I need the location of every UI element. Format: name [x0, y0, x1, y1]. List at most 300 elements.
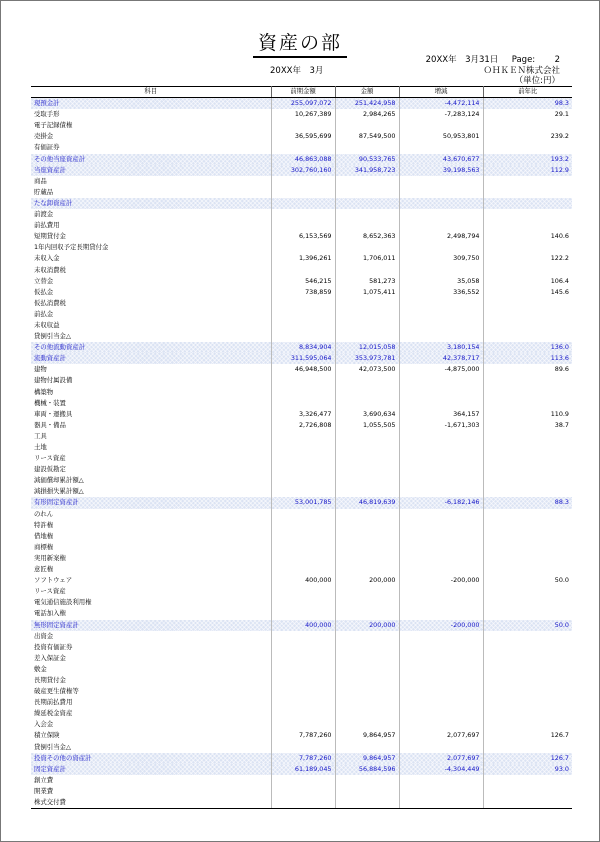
previous-amount-cell	[271, 309, 335, 320]
table-row	[31, 542, 572, 553]
previous-amount-cell	[271, 719, 335, 730]
amount-cell: 2,984,265	[335, 109, 399, 120]
previous-amount-cell	[271, 520, 335, 531]
ratio-cell: 98.3	[483, 98, 572, 110]
account-cell: 貯蔵品	[31, 187, 271, 198]
amount-cell	[335, 586, 399, 597]
ratio-cell	[483, 242, 572, 253]
amount-cell: 200,000	[335, 575, 399, 586]
change-cell: -7,283,124	[399, 109, 483, 120]
ratio-cell	[483, 220, 572, 231]
amount-cell: 87,549,500	[335, 131, 399, 142]
amount-cell	[335, 398, 399, 409]
table-row	[31, 431, 572, 442]
table-row	[31, 309, 572, 320]
account-cell: 電話加入権	[31, 608, 271, 619]
ratio-cell	[483, 697, 572, 708]
previous-amount-cell	[271, 475, 335, 486]
change-cell	[399, 686, 483, 697]
change-cell	[399, 786, 483, 797]
change-cell	[399, 653, 483, 664]
ratio-cell: 38.7	[554, 420, 569, 429]
previous-amount-cell	[271, 608, 335, 619]
ratio-cell: 29.1	[554, 110, 569, 119]
amount-cell	[335, 265, 399, 276]
previous-amount-cell	[271, 387, 335, 398]
report-title-text: 資産の部	[253, 28, 347, 58]
change-cell	[399, 475, 483, 486]
table-row	[31, 697, 572, 708]
previous-amount-cell: 311,595,064	[271, 353, 335, 364]
ratio-cell	[483, 176, 572, 187]
previous-amount-cell: 400,000	[271, 575, 335, 586]
amount-cell: 1,075,411	[335, 287, 399, 298]
change-cell	[399, 120, 483, 131]
table-row	[31, 509, 572, 520]
change-cell	[399, 375, 483, 386]
report-date: 20XX年 3月31日	[425, 55, 499, 65]
account-cell: 株式交付費	[31, 797, 271, 809]
account-cell: 出資金	[31, 631, 271, 642]
column-header-change: 増減	[399, 86, 483, 98]
account-cell: 機械・装置	[31, 398, 271, 409]
previous-amount-cell	[271, 697, 335, 708]
table-row	[31, 464, 572, 475]
page-number: 2	[554, 55, 560, 65]
table-row	[31, 364, 572, 375]
previous-amount-cell	[271, 198, 335, 209]
change-cell: 50,953,801	[399, 131, 483, 142]
table-row	[31, 631, 572, 642]
previous-amount-cell	[271, 375, 335, 386]
previous-amount-cell	[271, 209, 335, 220]
ratio-cell	[483, 464, 572, 475]
ratio-cell: 89.6	[554, 365, 569, 374]
account-cell: 現預金計	[31, 98, 271, 110]
amount-cell	[335, 697, 399, 708]
table-row	[31, 176, 572, 187]
account-cell: 建物	[31, 364, 271, 375]
table-row	[31, 675, 572, 686]
page-label: Page:	[511, 55, 536, 65]
change-cell	[399, 520, 483, 531]
previous-amount-cell: 7,787,260	[271, 753, 335, 764]
amount-cell	[335, 564, 399, 575]
ratio-cell: 50.0	[483, 620, 572, 631]
table-row	[31, 686, 572, 697]
change-cell: -200,000	[399, 620, 483, 631]
account-cell: 車両・運搬具	[31, 409, 271, 420]
previous-amount-cell: 546,215	[271, 276, 335, 287]
account-cell: その他流動資産計	[31, 342, 271, 353]
previous-amount-cell	[271, 431, 335, 442]
table-row	[31, 253, 572, 264]
ratio-cell	[483, 142, 572, 153]
table-row	[31, 320, 572, 331]
previous-amount-cell	[271, 664, 335, 675]
amount-cell	[335, 542, 399, 553]
amount-cell	[335, 309, 399, 320]
amount-cell	[335, 187, 399, 198]
amount-cell: 90,533,765	[335, 154, 399, 165]
amount-cell	[335, 708, 399, 719]
previous-amount-cell	[271, 509, 335, 520]
table-row	[31, 486, 572, 497]
change-cell	[399, 387, 483, 398]
account-cell: 土地	[31, 442, 271, 453]
previous-amount-cell: 46,863,088	[271, 154, 335, 165]
table-row	[31, 475, 572, 486]
previous-amount-cell	[271, 187, 335, 198]
change-cell	[399, 309, 483, 320]
account-cell: 無形固定資産計	[31, 620, 271, 631]
account-cell: 敷金	[31, 664, 271, 675]
account-cell: 貸倒引当金△	[31, 742, 271, 753]
subtotal-row	[31, 764, 572, 775]
table-row	[31, 231, 572, 242]
ratio-cell: 50.0	[554, 576, 569, 585]
column-header-amount: 金額	[335, 86, 399, 98]
previous-amount-cell	[271, 442, 335, 453]
amount-cell	[335, 209, 399, 220]
change-cell	[399, 597, 483, 608]
table-row	[31, 209, 572, 220]
amount-cell: 12,015,058	[335, 342, 399, 353]
amount-cell	[335, 198, 399, 209]
amount-cell	[335, 553, 399, 564]
ratio-cell	[483, 309, 572, 320]
account-cell: 1年内回収予定長期貸付金	[31, 242, 271, 253]
change-cell: 35,058	[399, 276, 483, 287]
ratio-cell	[483, 686, 572, 697]
table-row	[31, 575, 572, 586]
amount-cell	[335, 719, 399, 730]
account-cell: リース資産	[31, 453, 271, 464]
amount-cell: 341,958,723	[335, 165, 399, 176]
amount-cell	[335, 686, 399, 697]
table-row	[31, 331, 572, 342]
change-cell	[399, 398, 483, 409]
previous-amount-cell: 255,097,072	[271, 98, 335, 110]
amount-cell: 8,652,363	[335, 231, 399, 242]
amount-cell	[335, 375, 399, 386]
change-cell	[399, 265, 483, 276]
account-cell: 売掛金	[31, 131, 271, 142]
change-cell	[399, 209, 483, 220]
change-cell: -1,671,303	[399, 420, 483, 431]
table-row	[31, 242, 572, 253]
table-row	[31, 797, 572, 809]
amount-cell	[335, 387, 399, 398]
change-cell	[399, 486, 483, 497]
change-cell	[399, 564, 483, 575]
change-cell	[399, 331, 483, 342]
account-cell: 長期貸付金	[31, 675, 271, 686]
amount-cell	[335, 486, 399, 497]
amount-cell	[335, 608, 399, 619]
ratio-cell	[483, 742, 572, 753]
account-cell: 受取手形	[31, 109, 271, 120]
previous-amount-cell	[271, 586, 335, 597]
previous-amount-cell: 6,153,569	[271, 231, 335, 242]
change-cell: 3,180,154	[399, 342, 483, 353]
ratio-cell: 193.2	[483, 154, 572, 165]
ratio-cell	[483, 387, 572, 398]
amount-cell: 46,819,639	[335, 497, 399, 508]
change-cell	[399, 187, 483, 198]
previous-amount-cell	[271, 486, 335, 497]
account-cell: 入会金	[31, 719, 271, 730]
table-row	[31, 664, 572, 675]
account-cell: 立替金	[31, 276, 271, 287]
account-cell: 貸倒引当金△	[31, 331, 271, 342]
change-cell	[399, 431, 483, 442]
account-cell: 商品	[31, 176, 271, 187]
table-row	[31, 708, 572, 719]
change-cell: -6,182,146	[399, 497, 483, 508]
ratio-cell	[483, 597, 572, 608]
change-cell	[399, 631, 483, 642]
balance-sheet-table	[31, 86, 572, 809]
table-row	[31, 775, 572, 786]
amount-cell	[335, 142, 399, 153]
amount-cell	[335, 176, 399, 187]
ratio-cell	[483, 375, 572, 386]
change-cell	[399, 442, 483, 453]
change-cell: 43,670,677	[399, 154, 483, 165]
previous-amount-cell: 61,189,045	[271, 764, 335, 775]
change-cell	[399, 719, 483, 730]
previous-amount-cell: 8,834,904	[271, 342, 335, 353]
ratio-cell: 88.3	[483, 497, 572, 508]
account-cell: 商標権	[31, 542, 271, 553]
account-cell: 特許権	[31, 520, 271, 531]
subtotal-row	[31, 98, 572, 110]
previous-amount-cell: 46,948,500	[271, 364, 335, 375]
previous-amount-cell	[271, 653, 335, 664]
table-row	[31, 409, 572, 420]
amount-cell	[335, 509, 399, 520]
previous-amount-cell: 2,726,808	[271, 420, 335, 431]
account-cell: 投資その他の資産計	[31, 753, 271, 764]
change-cell	[399, 797, 483, 809]
ratio-cell: 136.0	[483, 342, 572, 353]
change-cell: -4,875,000	[399, 364, 483, 375]
ratio-cell	[483, 431, 572, 442]
ratio-cell	[483, 786, 572, 797]
column-header-previous-amount: 前期金額	[271, 86, 335, 98]
account-cell: 当座資産計	[31, 165, 271, 176]
change-cell	[399, 298, 483, 309]
account-cell: 積立保険	[31, 730, 271, 741]
account-cell: 未収入金	[31, 253, 271, 264]
account-cell: 建設仮勘定	[31, 464, 271, 475]
ratio-cell: 122.2	[550, 254, 569, 263]
account-cell: リース資産	[31, 586, 271, 597]
previous-amount-cell	[271, 265, 335, 276]
change-cell	[399, 320, 483, 331]
previous-amount-cell	[271, 142, 335, 153]
column-header-ratio: 前年比	[483, 86, 572, 98]
ratio-cell	[483, 542, 572, 553]
ratio-cell: 93.0	[483, 764, 572, 775]
previous-amount-cell	[271, 675, 335, 686]
account-cell: 減損損失累計額△	[31, 486, 271, 497]
ratio-cell: 126.7	[483, 753, 572, 764]
table-row	[31, 786, 572, 797]
account-cell: 短期貸付金	[31, 231, 271, 242]
amount-cell	[335, 675, 399, 686]
report-period: 20XX年 3月	[270, 66, 324, 76]
account-cell: 開業費	[31, 786, 271, 797]
table-row	[31, 531, 572, 542]
account-cell: 構築物	[31, 387, 271, 398]
amount-cell: 56,884,596	[335, 764, 399, 775]
amount-cell	[335, 642, 399, 653]
change-cell	[399, 531, 483, 542]
amount-cell	[335, 653, 399, 664]
previous-amount-cell: 1,396,261	[271, 253, 335, 264]
amount-cell: 3,690,634	[335, 409, 399, 420]
account-cell: 有価証券	[31, 142, 271, 153]
change-cell	[399, 509, 483, 520]
amount-cell	[335, 453, 399, 464]
ratio-cell	[483, 475, 572, 486]
ratio-cell	[483, 453, 572, 464]
previous-amount-cell: 400,000	[271, 620, 335, 631]
subtotal-row	[31, 342, 572, 353]
ratio-cell: 145.6	[550, 287, 569, 296]
ratio-cell	[483, 442, 572, 453]
previous-amount-cell	[271, 708, 335, 719]
previous-amount-cell	[271, 642, 335, 653]
amount-cell	[335, 775, 399, 786]
account-cell: その他当座資産計	[31, 154, 271, 165]
previous-amount-cell: 10,267,389	[271, 109, 335, 120]
subtotal-row	[31, 198, 572, 209]
previous-amount-cell	[271, 176, 335, 187]
change-cell: 2,077,697	[399, 753, 483, 764]
table-header-row	[31, 86, 572, 98]
table-row	[31, 120, 572, 131]
previous-amount-cell	[271, 242, 335, 253]
account-cell: 固定資産計	[31, 764, 271, 775]
change-cell	[399, 176, 483, 187]
previous-amount-cell	[271, 597, 335, 608]
ratio-cell	[483, 265, 572, 276]
previous-amount-cell	[271, 631, 335, 642]
account-cell: 投資有価証券	[31, 642, 271, 653]
ratio-cell	[483, 553, 572, 564]
amount-cell	[335, 786, 399, 797]
ratio-cell	[483, 187, 572, 198]
account-cell: 意匠権	[31, 564, 271, 575]
table-row	[31, 265, 572, 276]
ratio-cell	[483, 398, 572, 409]
change-cell	[399, 742, 483, 753]
previous-amount-cell	[271, 553, 335, 564]
change-cell	[399, 664, 483, 675]
previous-amount-cell	[271, 453, 335, 464]
account-cell: 未収消費税	[31, 265, 271, 276]
column-header-account: 科目	[31, 86, 271, 98]
ratio-cell	[483, 631, 572, 642]
ratio-cell	[483, 564, 572, 575]
table-row	[31, 187, 572, 198]
amount-cell	[335, 475, 399, 486]
account-cell: 実用新案権	[31, 553, 271, 564]
change-cell	[399, 586, 483, 597]
amount-cell	[335, 298, 399, 309]
change-cell	[399, 142, 483, 153]
ratio-cell	[483, 331, 572, 342]
ratio-cell	[483, 653, 572, 664]
previous-amount-cell	[271, 120, 335, 131]
table-row	[31, 142, 572, 153]
ratio-cell: 106.4	[550, 276, 569, 285]
table-row	[31, 387, 572, 398]
ratio-cell	[483, 198, 572, 209]
table-row	[31, 520, 572, 531]
ratio-cell	[483, 509, 572, 520]
account-cell: 電子記録債権	[31, 120, 271, 131]
subtotal-row	[31, 154, 572, 165]
amount-cell: 251,424,958	[335, 98, 399, 110]
amount-cell	[335, 120, 399, 131]
previous-amount-cell: 36,595,699	[271, 131, 335, 142]
amount-cell: 1,706,011	[335, 253, 399, 264]
account-cell: 創立費	[31, 775, 271, 786]
amount-cell	[335, 431, 399, 442]
account-cell: ソフトウェア	[31, 575, 271, 586]
previous-amount-cell	[271, 542, 335, 553]
ratio-cell	[483, 642, 572, 653]
table-row	[31, 642, 572, 653]
change-cell	[399, 220, 483, 231]
ratio-cell: 112.9	[483, 165, 572, 176]
unit-label: （単位:円）	[514, 76, 560, 86]
ratio-cell	[483, 120, 572, 131]
table-row	[31, 298, 572, 309]
account-cell: 器具・備品	[31, 420, 271, 431]
amount-cell	[335, 331, 399, 342]
ratio-cell	[483, 797, 572, 809]
change-cell	[399, 542, 483, 553]
ratio-cell	[483, 719, 572, 730]
amount-cell	[335, 520, 399, 531]
table-row	[31, 287, 572, 298]
change-cell: 2,077,697	[399, 730, 483, 741]
amount-cell: 1,055,505	[335, 420, 399, 431]
table-row	[31, 398, 572, 409]
amount-cell	[335, 531, 399, 542]
table-row	[31, 220, 572, 231]
account-cell: 工具	[31, 431, 271, 442]
table-row	[31, 653, 572, 664]
previous-amount-cell: 7,787,260	[271, 730, 335, 741]
table-row	[31, 608, 572, 619]
company-name: ＯＨＫＥＮ株式会社	[483, 66, 560, 76]
account-cell: 建物付属設備	[31, 375, 271, 386]
previous-amount-cell: 3,326,477	[271, 409, 335, 420]
ratio-cell: 126.7	[550, 731, 569, 740]
ratio-cell	[483, 298, 572, 309]
table-row	[31, 742, 572, 753]
ratio-cell	[483, 209, 572, 220]
ratio-cell	[483, 675, 572, 686]
amount-cell: 353,973,781	[335, 353, 399, 364]
change-cell	[399, 675, 483, 686]
